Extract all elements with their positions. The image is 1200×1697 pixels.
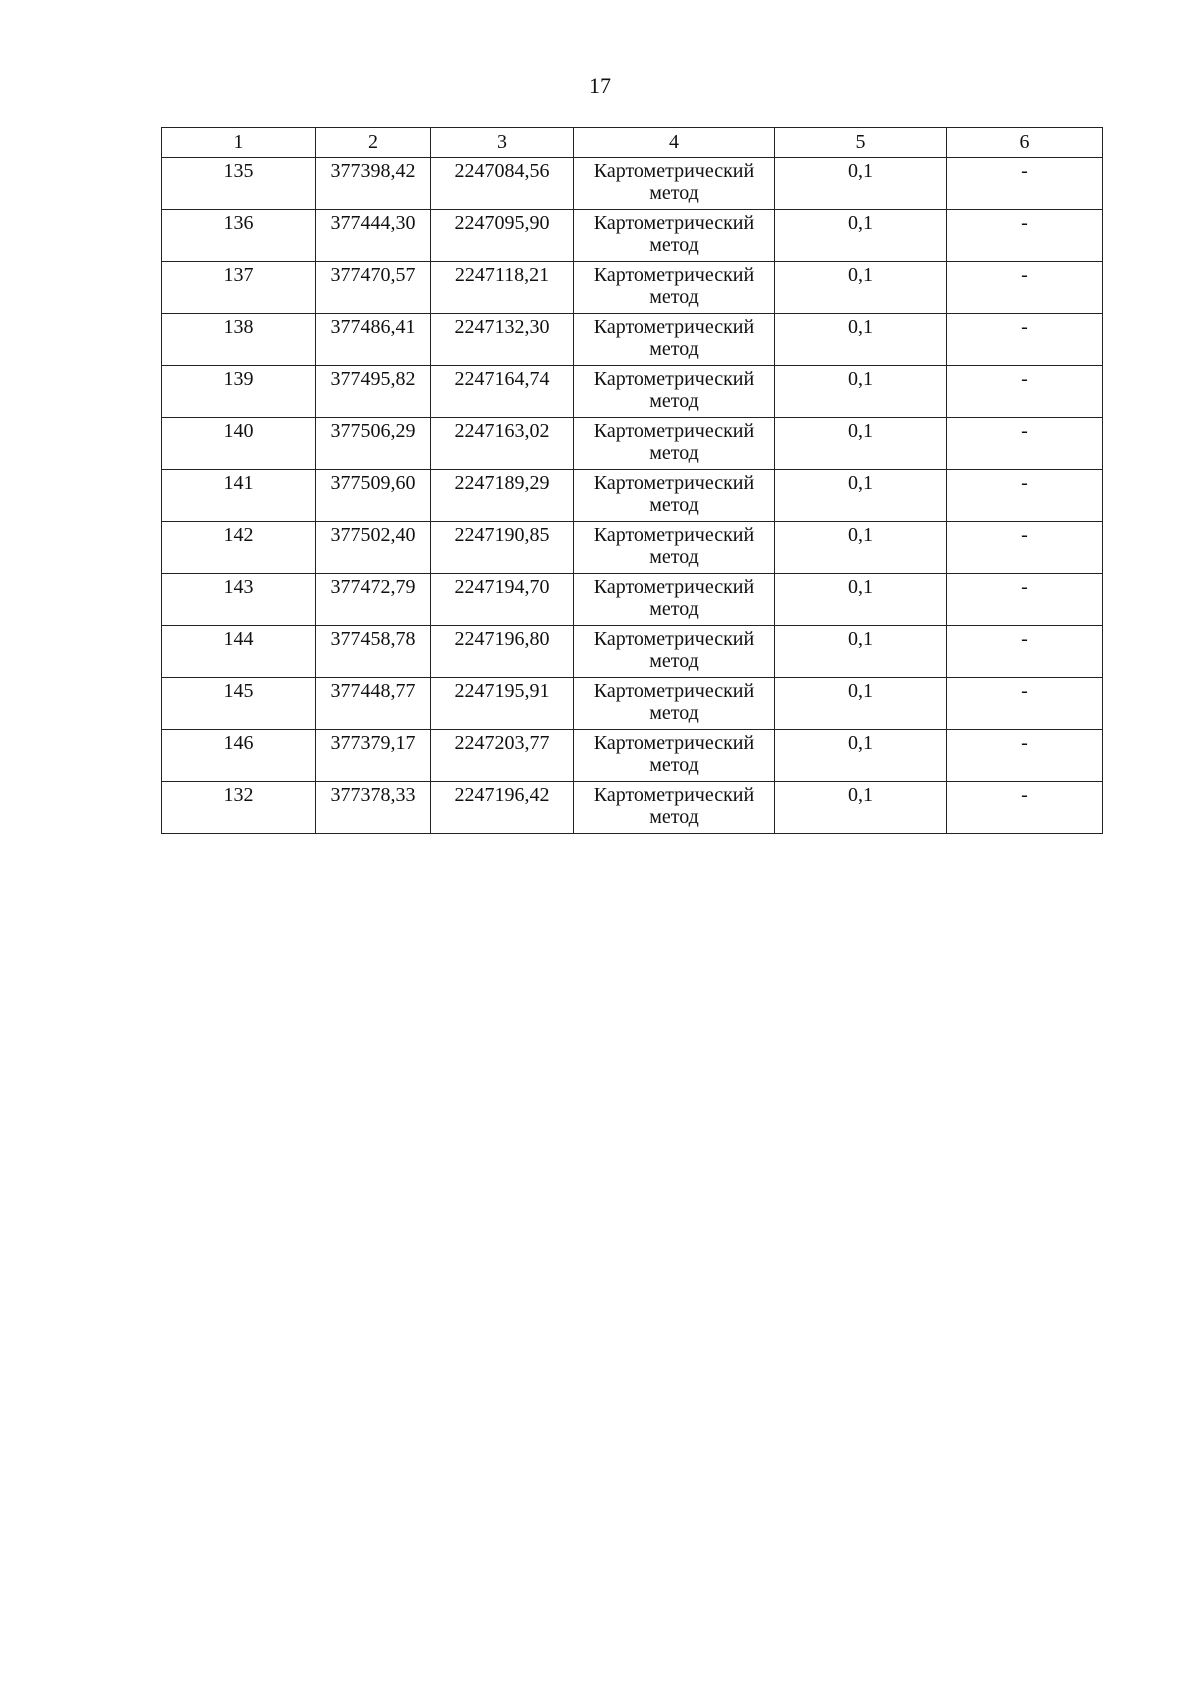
x-coordinate-cell: 377506,29 [316, 418, 431, 470]
x-coordinate-cell: 377379,17 [316, 730, 431, 782]
header-cell-4: 4 [574, 128, 775, 158]
point-number-cell: 143 [162, 574, 316, 626]
y-coordinate-cell: 2247132,30 [431, 314, 574, 366]
y-coordinate-cell: 2247195,91 [431, 678, 574, 730]
accuracy-cell: 0,1 [775, 314, 947, 366]
x-coordinate-cell: 377495,82 [316, 366, 431, 418]
x-coordinate-cell: 377509,60 [316, 470, 431, 522]
accuracy-cell: 0,1 [775, 210, 947, 262]
y-coordinate-cell: 2247190,85 [431, 522, 574, 574]
accuracy-cell: 0,1 [775, 782, 947, 834]
point-number-cell: 140 [162, 418, 316, 470]
y-coordinate-cell: 2247194,70 [431, 574, 574, 626]
table-row [162, 314, 1103, 366]
table-row [162, 678, 1103, 730]
point-number-cell: 137 [162, 262, 316, 314]
y-coordinate-cell: 2247118,21 [431, 262, 574, 314]
point-number-cell: 145 [162, 678, 316, 730]
x-coordinate-cell: 377458,78 [316, 626, 431, 678]
accuracy-cell: 0,1 [775, 626, 947, 678]
y-coordinate-cell: 2247163,02 [431, 418, 574, 470]
table-row [162, 470, 1103, 522]
header-cell-6: 6 [947, 128, 1103, 158]
point-number-cell: 144 [162, 626, 316, 678]
accuracy-cell: 0,1 [775, 158, 947, 210]
table-row [162, 366, 1103, 418]
note-cell: - [947, 522, 1103, 574]
header-cell-2: 2 [316, 128, 431, 158]
x-coordinate-cell: 377378,33 [316, 782, 431, 834]
method-cell: Картометрический метод [574, 730, 775, 782]
x-coordinate-cell: 377470,57 [316, 262, 431, 314]
y-coordinate-cell: 2247196,42 [431, 782, 574, 834]
method-cell: Картометрический метод [574, 782, 775, 834]
header-row [162, 128, 1103, 158]
table-row [162, 522, 1103, 574]
note-cell: - [947, 730, 1103, 782]
y-coordinate-cell: 2247196,80 [431, 626, 574, 678]
coordinates-table [161, 127, 1103, 834]
method-cell: Картометрический метод [574, 678, 775, 730]
table-body [162, 158, 1103, 834]
method-cell: Картометрический метод [574, 626, 775, 678]
note-cell: - [947, 314, 1103, 366]
note-cell: - [947, 470, 1103, 522]
accuracy-cell: 0,1 [775, 366, 947, 418]
x-coordinate-cell: 377398,42 [316, 158, 431, 210]
point-number-cell: 146 [162, 730, 316, 782]
point-number-cell: 138 [162, 314, 316, 366]
accuracy-cell: 0,1 [775, 574, 947, 626]
method-cell: Картометрический метод [574, 470, 775, 522]
point-number-cell: 142 [162, 522, 316, 574]
x-coordinate-cell: 377486,41 [316, 314, 431, 366]
table-row [162, 418, 1103, 470]
accuracy-cell: 0,1 [775, 470, 947, 522]
y-coordinate-cell: 2247084,56 [431, 158, 574, 210]
accuracy-cell: 0,1 [775, 262, 947, 314]
table-row [162, 210, 1103, 262]
accuracy-cell: 0,1 [775, 730, 947, 782]
note-cell: - [947, 678, 1103, 730]
method-cell: Картометрический метод [574, 574, 775, 626]
note-cell: - [947, 418, 1103, 470]
note-cell: - [947, 158, 1103, 210]
note-cell: - [947, 626, 1103, 678]
header-cell-1: 1 [162, 128, 316, 158]
table-row [162, 574, 1103, 626]
note-cell: - [947, 782, 1103, 834]
table-row [162, 262, 1103, 314]
accuracy-cell: 0,1 [775, 522, 947, 574]
table-header [162, 128, 1103, 158]
table-row [162, 158, 1103, 210]
x-coordinate-cell: 377448,77 [316, 678, 431, 730]
point-number-cell: 135 [162, 158, 316, 210]
method-cell: Картометрический метод [574, 314, 775, 366]
y-coordinate-cell: 2247095,90 [431, 210, 574, 262]
point-number-cell: 139 [162, 366, 316, 418]
table-row [162, 782, 1103, 834]
point-number-cell: 141 [162, 470, 316, 522]
y-coordinate-cell: 2247203,77 [431, 730, 574, 782]
method-cell: Картометрический метод [574, 522, 775, 574]
method-cell: Картометрический метод [574, 366, 775, 418]
note-cell: - [947, 262, 1103, 314]
point-number-cell: 132 [162, 782, 316, 834]
method-cell: Картометрический метод [574, 262, 775, 314]
method-cell: Картометрический метод [574, 418, 775, 470]
point-number-cell: 136 [162, 210, 316, 262]
x-coordinate-cell: 377444,30 [316, 210, 431, 262]
page-number: 17 [589, 73, 611, 98]
accuracy-cell: 0,1 [775, 418, 947, 470]
accuracy-cell: 0,1 [775, 678, 947, 730]
x-coordinate-cell: 377472,79 [316, 574, 431, 626]
note-cell: - [947, 210, 1103, 262]
table-row [162, 730, 1103, 782]
x-coordinate-cell: 377502,40 [316, 522, 431, 574]
method-cell: Картометрический метод [574, 158, 775, 210]
header-cell-3: 3 [431, 128, 574, 158]
table-row [162, 626, 1103, 678]
note-cell: - [947, 574, 1103, 626]
method-cell: Картометрический метод [574, 210, 775, 262]
y-coordinate-cell: 2247189,29 [431, 470, 574, 522]
y-coordinate-cell: 2247164,74 [431, 366, 574, 418]
note-cell: - [947, 366, 1103, 418]
header-cell-5: 5 [775, 128, 947, 158]
